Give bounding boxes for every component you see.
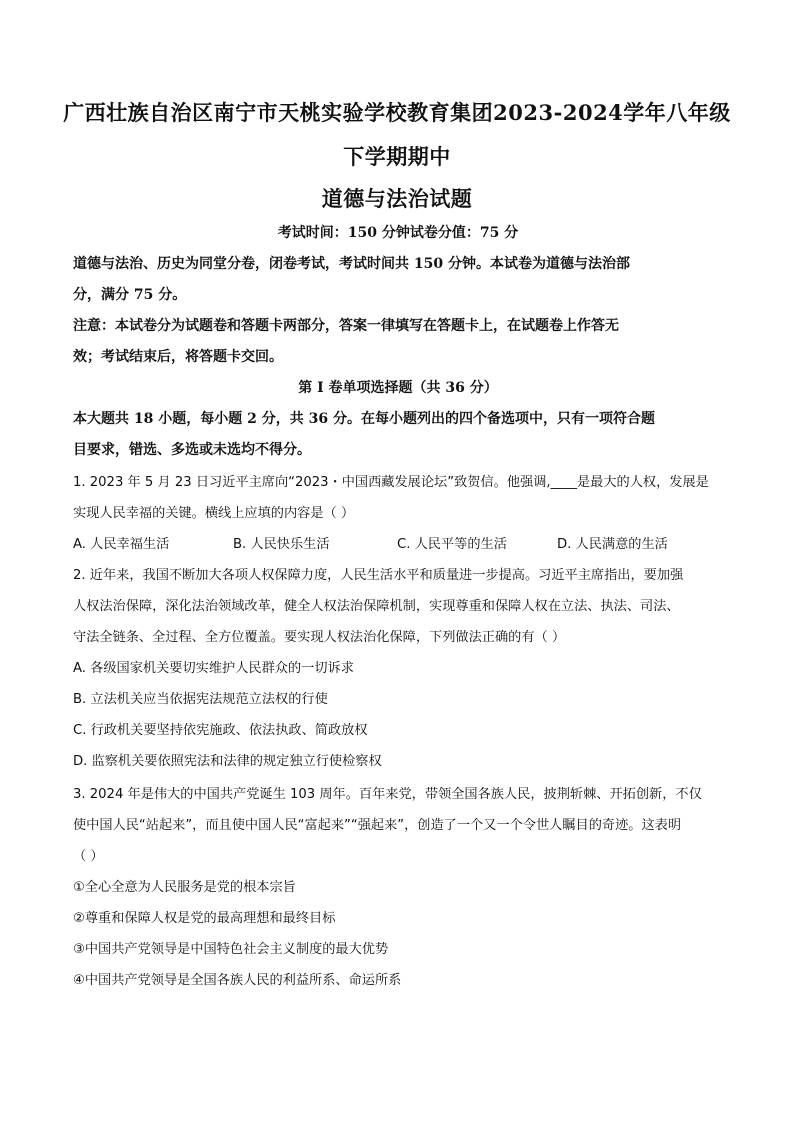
q2-option-a: A. 各级国家机关要切实维护人民群众的一切诉求 [73,661,354,676]
q3-stem-line1: 3. 2024 年是伟大的中国共产党诞生 103 周年。百年来党，带领全国各族人民，披荆斩棘、开拓创新，不仅 [73,787,702,802]
q1-option-b: B. 人民快乐生活 [233,537,330,552]
q1-option-d: D. 人民满意的生活 [557,537,668,552]
section-heading: 第 I 卷单项选择题（共 36 分） [298,380,498,396]
q2-option-c: C. 行政机关要坚持依宪施政、依法执政、简政放权 [73,723,368,738]
q2-option-d: D. 监察机关要依照宪法和法律的规定独立行使检察权 [73,754,382,769]
q2-option-b: B. 立法机关应当依据宪法规范立法权的行使 [73,692,328,707]
q3-item-3: ③中国共产党领导是中国特色社会主义制度的最大优势 [73,942,389,957]
exam-title-line1: 广西壮族自治区南宁市天桃实验学校教育集团2023-2024学年八年级 [63,100,731,125]
exam-info: 考试时间：150 分钟试卷分值：75 分 [277,225,519,241]
intro-line2: 分，满分 75 分。 [73,287,187,303]
intro-line1: 道德与法治、历史为同堂分卷，闭卷考试，考试时间共 150 分钟。本试卷为道德与法治部 [73,256,630,272]
section-instruction-line2: 目要求，错选、多选或未选均不得分。 [73,442,311,458]
exam-subject: 道德与法治试题 [321,186,473,211]
q2-stem-line2: 人权法治保障，深化法治领域改革，健全人权法治保障机制，实现尊重和保障人权在立法、执法、司法、 [73,599,680,614]
q3-stem-line3: （ ） [73,849,104,864]
q3-item-2: ②尊重和保障人权是党的最高理想和最终目标 [73,911,336,926]
note-line2: 效；考试结束后，将答题卡交回。 [73,349,283,365]
q2-stem-line3: 守法全链条、全过程、全方位覆盖。要实现人权法治化保障，下列做法正确的有（ ） [73,630,566,645]
q2-stem-line1: 2. 近年来，我国不断加大各项人权保障力度，人民生活水平和质量进一步提高。习近平主席指出，要加强 [73,568,684,583]
q1-stem-line1: 1. 2023 年 5 月 23 日习近平主席向“2023・中国西藏发展论坛”致贺信。他强调,____是最大的人权，发展是 [73,475,709,490]
q1-stem-line2: 实现人民幸福的关键。横线上应填的内容是（ ） [73,506,355,521]
note-line1: 注意：本试卷分为试题卷和答题卡两部分，答案一律填写在答题卡上，在试题卷上作答无 [73,318,619,334]
exam-title-line2: 下学期期中 [343,144,451,169]
section-instruction-line1: 本大题共 18 小题，每小题 2 分，共 36 分。在每小题列出的四个备选项中，只有一项符合题 [73,411,655,427]
q3-item-4: ④中国共产党领导是全国各族人民的利益所系、命运所系 [73,973,402,988]
q1-option-c: C. 人民平等的生活 [397,537,507,552]
q3-stem-line2: 使中国人民“站起来”，而且使中国人民“富起来”“强起来”，创造了一个又一个令世人瞩目的奇迹。这表明 [73,818,682,833]
q3-item-1: ①全心全意为人民服务是党的根本宗旨 [73,880,296,895]
q1-option-a: A. 人民幸福生活 [73,537,170,552]
